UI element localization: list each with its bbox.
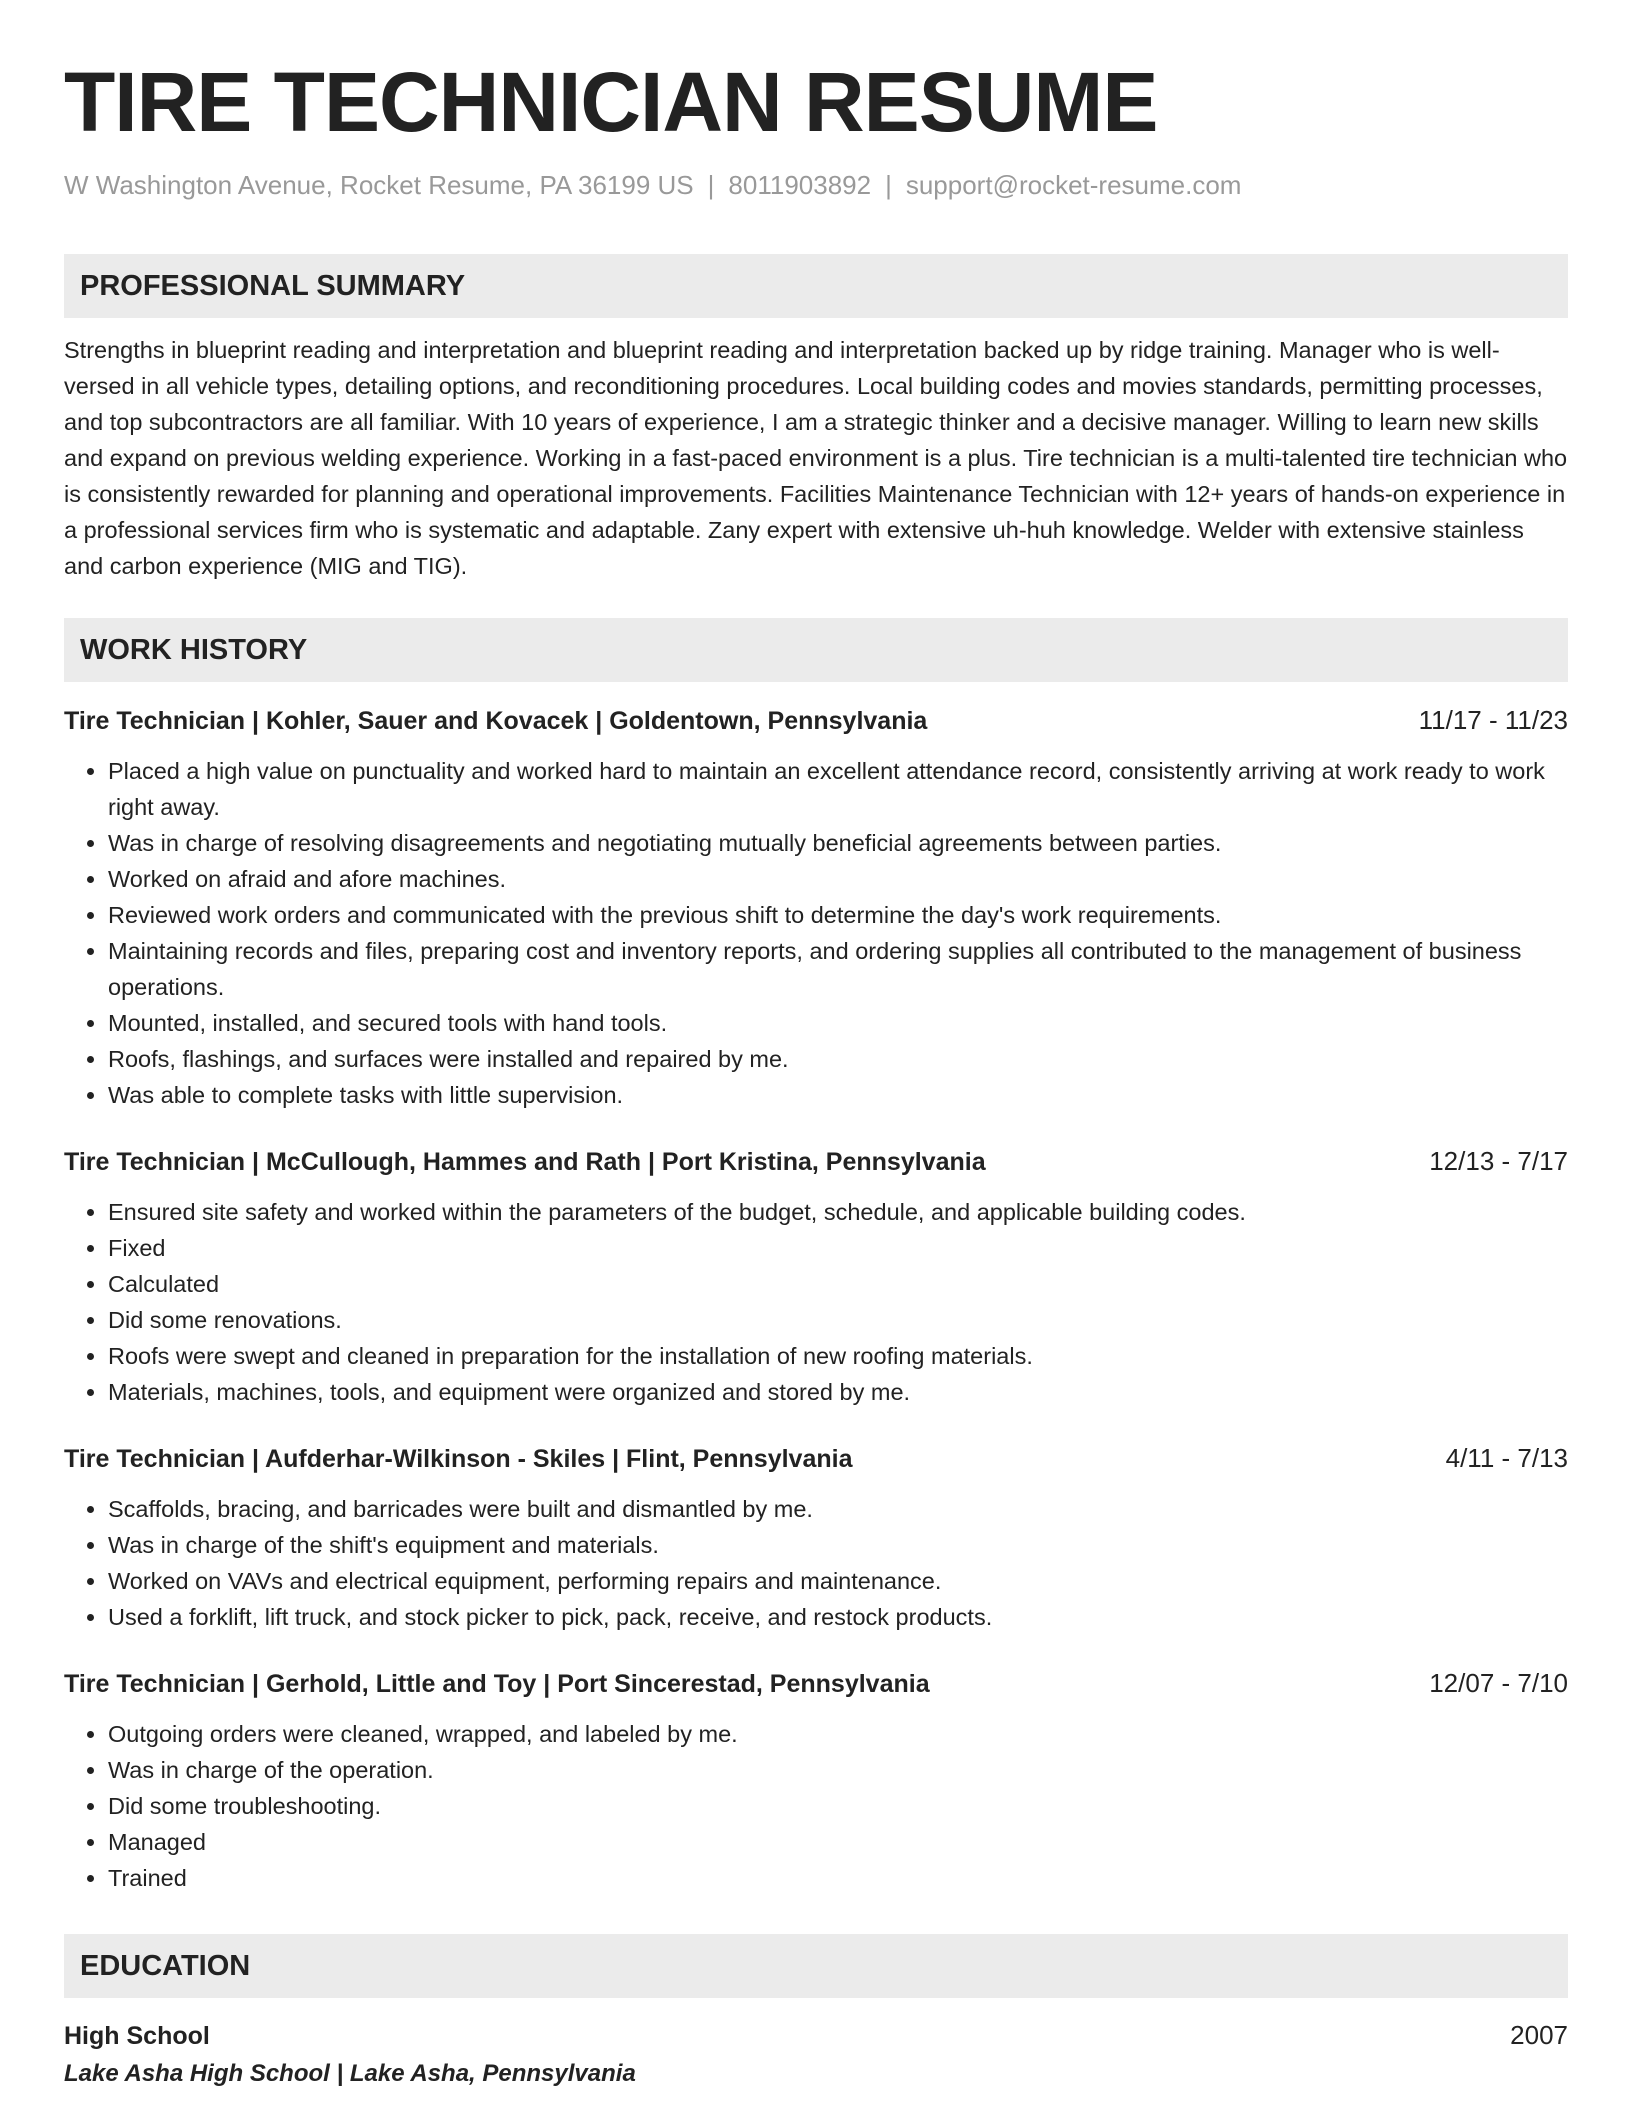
job-title: Tire Technician | McCullough, Hammes and Rath | Port Kristina, Pennsylvania <box>64 1148 986 1176</box>
job-duty-item: • Managed <box>108 1824 1568 1860</box>
education-degree: High School <box>64 2022 210 2050</box>
job-duty-item: • Roofs were swept and cleaned in preparation for the installation of new roofing materials. <box>108 1338 1568 1374</box>
job-duty-item: • Fixed <box>108 1230 1568 1266</box>
job-duty-item: • Scaffolds, bracing, and barricades were built and dismantled by me. <box>108 1491 1568 1527</box>
job-duty-item: • Ensured site safety and worked within the parameters of the budget, schedule, and applicable building codes. <box>108 1194 1568 1230</box>
job-duties-list <box>64 1491 1568 1635</box>
job-entry <box>64 1440 1568 1635</box>
job-duty-item: • Materials, machines, tools, and equipment were organized and stored by me. <box>108 1374 1568 1410</box>
section-header-work-history: WORK HISTORY <box>64 618 1568 682</box>
job-duty-item: • Was in charge of resolving disagreements and negotiating mutually beneficial agreements between parties. <box>108 825 1568 861</box>
job-duty-item: • Trained <box>108 1860 1568 1896</box>
job-entry <box>64 1143 1568 1410</box>
summary-paragraph: Strengths in blueprint reading and interpretation and blueprint reading and interpretation backed up by ridge training. Manager who is well-versed in all vehicle types, detailing options, and reconditioning procedures. Local building codes and movies standards, permitting processes, and top subcontractors are all familiar. With 10 years of experience, I am a strategic thinker and a decisive manager. Willing to learn new skills and expand on previous welding experience. Working in a fast-paced environment is a plus. Tire technician is a multi-talented tire technician who is consistently rewarded for planning and operational improvements. Facilities Maintenance Technician with 12+ years of hands-on experience in a professional services firm who is systematic and adaptable. Zany expert with extensive uh-huh knowledge. Welder with extensive stainless and carbon experience (MIG and TIG). <box>64 337 1568 579</box>
job-duty-item: • Mounted, installed, and secured tools with hand tools. <box>108 1005 1568 1041</box>
contact-line <box>64 168 1568 202</box>
job-header <box>64 1665 1568 1702</box>
contact-email: support@rocket-resume.com <box>905 170 1242 200</box>
job-header <box>64 702 1568 739</box>
job-duty-item: • Used a forklift, lift truck, and stock picker to pick, pack, receive, and restock products. <box>108 1599 1568 1635</box>
job-header <box>64 1143 1568 1180</box>
education-list <box>64 2016 1568 2093</box>
contact-separator: | <box>885 170 892 200</box>
contact-separator: | <box>707 170 715 200</box>
job-duties-list <box>64 1194 1568 1410</box>
job-entry <box>64 702 1568 1113</box>
job-entry <box>64 1665 1568 1896</box>
job-duty-item: • Calculated <box>108 1266 1568 1302</box>
job-duty-item: • Maintaining records and files, preparing cost and inventory reports, and ordering supplies all contributed to the management of business operations. <box>108 933 1568 1005</box>
job-duty-item: • Was in charge of the operation. <box>108 1752 1568 1788</box>
work-history-list <box>64 702 1568 1896</box>
job-dates: 4/11 - 7/13 <box>1445 1443 1568 1473</box>
job-dates: 11/17 - 11/23 <box>1418 705 1568 735</box>
job-duty-item: • Worked on VAVs and electrical equipment, performing repairs and maintenance. <box>108 1563 1568 1599</box>
job-header <box>64 1440 1568 1477</box>
job-duties-list <box>64 753 1568 1113</box>
job-duty-item: • Placed a high value on punctuality and worked hard to maintain an excellent attendance record, consistently arriving at work ready to work right away. <box>108 753 1568 825</box>
job-title: Tire Technician | Kohler, Sauer and Kovacek | Goldentown, Pennsylvania <box>64 707 928 735</box>
job-dates: 12/13 - 7/17 <box>1429 1146 1568 1176</box>
job-duties-list <box>64 1716 1568 1896</box>
education-school: Lake Asha High School | Lake Asha, Pennsylvania <box>64 2060 636 2087</box>
job-duty-item: • Did some troubleshooting. <box>108 1788 1568 1824</box>
job-duty-item: • Roofs, flashings, and surfaces were installed and repaired by me. <box>108 1041 1568 1077</box>
job-title: Tire Technician | Aufderhar-Wilkinson - Skiles | Flint, Pennsylvania <box>64 1445 853 1473</box>
education-header <box>64 2016 1568 2055</box>
job-duty-item: • Reviewed work orders and communicated with the previous shift to determine the day's work requirements. <box>108 897 1568 933</box>
resume-title: TIRE TECHNICIAN RESUME <box>64 55 1158 149</box>
job-duty-item: • Did some renovations. <box>108 1302 1568 1338</box>
job-duty-item: • Was able to complete tasks with little supervision. <box>108 1077 1568 1113</box>
contact-address: W Washington Avenue, Rocket Resume, PA 36199 US <box>64 170 694 200</box>
contact-phone: 8011903892 <box>728 170 872 200</box>
job-duty-item: • Worked on afraid and afore machines. <box>108 861 1568 897</box>
job-title: Tire Technician | Gerhold, Little and Toy | Port Sincerestad, Pennsylvania <box>64 1670 930 1698</box>
section-header-education: EDUCATION <box>64 1934 1568 1998</box>
job-dates: 12/07 - 7/10 <box>1429 1668 1568 1698</box>
job-duty-item: • Outgoing orders were cleaned, wrapped, and labeled by me. <box>108 1716 1568 1752</box>
education-year: 2007 <box>1510 2020 1568 2050</box>
job-duty-item: • Was in charge of the shift's equipment and materials. <box>108 1527 1568 1563</box>
section-header-summary: PROFESSIONAL SUMMARY <box>64 254 1568 318</box>
